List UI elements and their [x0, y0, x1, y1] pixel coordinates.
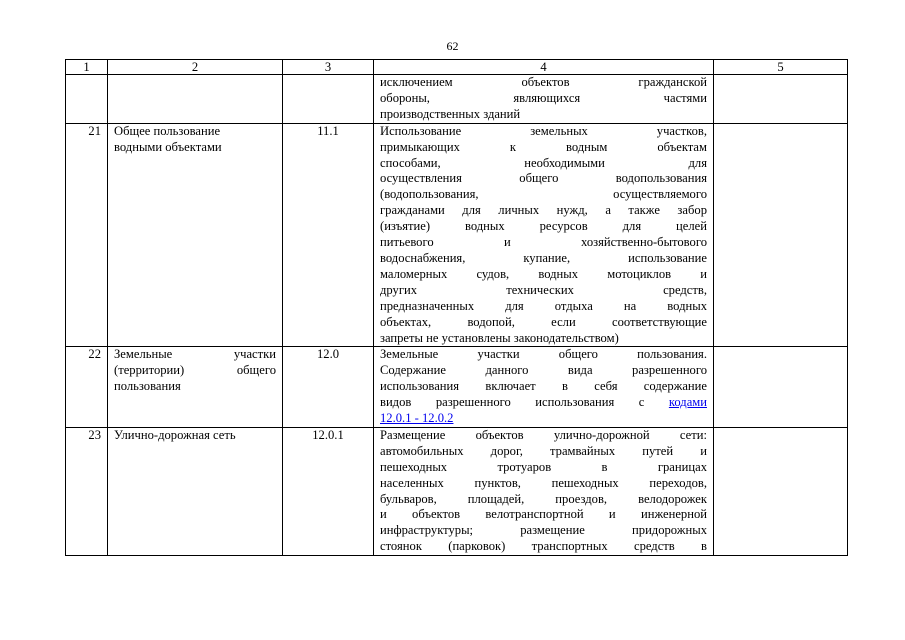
- page-number: 62: [446, 39, 459, 53]
- column-header: 4: [374, 60, 714, 75]
- table-header-row: [66, 60, 848, 75]
- row-number: 22: [66, 347, 108, 428]
- use-code: 12.0: [283, 347, 374, 428]
- use-code: 11.1: [283, 123, 374, 347]
- use-description: Размещение объектов улично-дорожной сети: автомобильных дорог, трамвайных путей и пешеходных тротуаров в границах населенных пунктов, пешеходных переходов, бульваров, площадей, проездов, велодорожек и объектов велотранспортной и инженерной инфраструктуры; размещение придорожных стоянок (парковок) транспортных средств в: [374, 427, 714, 555]
- table-row: [66, 75, 848, 124]
- column-5-cell: [714, 123, 848, 347]
- table-row: [66, 347, 848, 428]
- land-use-table: [65, 59, 848, 556]
- row-number: 23: [66, 427, 108, 555]
- use-description: Использование земельных участков, примыкающих к водным объектам способами, необходимыми для осуществления общего водопользования (водопользования, осуществляемого гражданами для личных нужд, а также забор (изъятие) водных ресурсов для целей питьевого и хозяйственно-бытового водоснабжения, купание, использование маломерных судов, водных мотоциклов и других технических средств, предназначенных для отдыха на водных объектах, водопой, если соответствующие запреты не установлены законодательством): [374, 123, 714, 347]
- codes-range-link[interactable]: 12.0.1 - 12.0.2: [380, 411, 454, 426]
- use-name: Общее пользование водными объектами: [108, 123, 283, 347]
- use-name: Земельные участки (территории) общего пользования: [108, 347, 283, 428]
- use-description: Земельные участки общего пользования. Содержание данного вида разрешенного использования включает в себя содержание видов разрешенного использования с кодами 12.0.1 - 12.0.2: [374, 347, 714, 428]
- row-number: [66, 75, 108, 124]
- use-name: Улично-дорожная сеть: [108, 427, 283, 555]
- use-code: [283, 75, 374, 124]
- use-code: 12.0.1: [283, 427, 374, 555]
- column-header: 3: [283, 60, 374, 75]
- column-header: 1: [66, 60, 108, 75]
- table-row: [66, 123, 848, 347]
- use-name: [108, 75, 283, 124]
- use-description: исключением объектов гражданской обороны, являющихся частями производственных зданий: [374, 75, 714, 124]
- column-5-cell: [714, 347, 848, 428]
- row-number: 21: [66, 123, 108, 347]
- column-5-cell: [714, 75, 848, 124]
- codes-link[interactable]: кодами: [668, 395, 707, 410]
- column-header: 2: [108, 60, 283, 75]
- column-header: 5: [714, 60, 848, 75]
- table-row: [66, 427, 848, 555]
- column-5-cell: [714, 427, 848, 555]
